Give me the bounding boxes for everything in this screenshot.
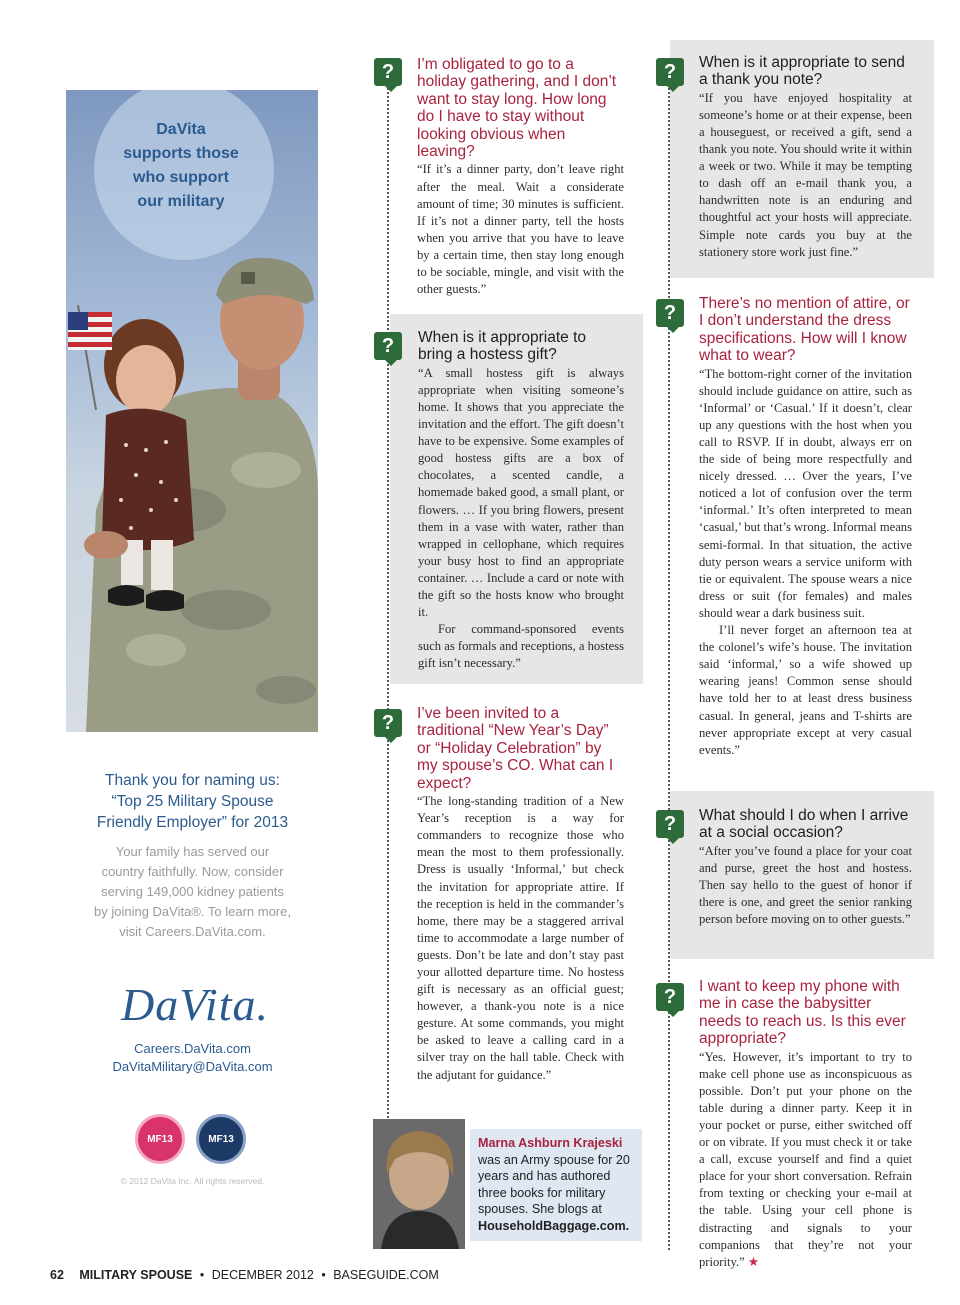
qa-item [390, 314, 643, 684]
qa-item [417, 56, 624, 298]
qa-item [699, 978, 912, 1271]
answer-paragraph [699, 1049, 912, 1271]
answer-text [699, 366, 912, 759]
answer-paragraph: “A small hostess gift is always appropriate when visiting someone’s home. It shows that you appreciate the invitation and the effort. The gift doesn’t have to be expensive. Some examples of good hostess gifts are a box of chocolates, a scented candle, a homemade baked good, a small plant, or flowers. … If you bring flowers, present them in a vase with water, rather than wrapped in cellophane, which requires your busy host to find an appropriate container. … Include a card or note with the gift so the hosts know who brought it. [418, 365, 624, 620]
tagline-line: who support [133, 169, 229, 186]
question-text: What should I do when I arrive at a social occasion? [699, 807, 909, 842]
badge-label: MF13 [147, 1133, 173, 1145]
answer-text [418, 365, 624, 673]
qa-item [699, 295, 912, 759]
question-icon: ? [656, 983, 684, 1011]
question-text: When is it appropriate to bring a hostess gift? [418, 329, 587, 364]
question-text: When is it appropriate to send a thank you note? [699, 54, 905, 89]
author-blog-link[interactable]: HouseholdBaggage.com. [478, 1218, 630, 1233]
question-text: I’ve been invited to a traditional “New Year’s Day” or “Holiday Celebration” by my spouse’s CO. What can I expect? [417, 705, 614, 792]
answer-paragraph: “The long-standing tradition of a New Year’s reception is a way for commanders to recognize those who mean the most to them professionally. Dress is usually ‘Informal,’ but check the invitation for appropriate attire. If the reception is held in the commander’s home, there may be a staggered arrival time to accommodate a large number of guests. Don’t be late and don’t stay past your allotted departure time. No hostess gift is necessary as an official guest; however, a thank-you note is a nice gesture. At some commands, you might be asked to leave a calling card in a silver tray on the hall table. Check with the adjutant for guidance.” [417, 794, 624, 1082]
ad-body-line: Your family has served our [115, 844, 270, 859]
question-icon: ? [656, 299, 684, 327]
answer-paragraph: “If it’s a dinner party, don’t leave right after the meal. Wait a considerate amount of time; 30 minutes is sufficient. If it’s not a dinner party, tell the hosts when you arrive that you have to leave by a certain time, then stay long enough to be sociable, mingle, and visit with the other guests.” [417, 162, 624, 297]
answer-text [699, 1049, 912, 1271]
ad-body [80, 842, 305, 942]
tagline-line: supports those [123, 145, 239, 162]
question-text: There’s no mention of attire, or I don’t understand the dress specifications. How will I know what to wear? [699, 295, 910, 365]
qa-item [670, 40, 934, 278]
issue-date: DECEMBER 2012 [211, 1268, 314, 1282]
email-link[interactable]: DaVitaMilitary@DaVita.com [112, 1059, 273, 1074]
author-bio [470, 1129, 642, 1241]
question-icon: ? [374, 332, 402, 360]
end-star-icon: ★ [747, 1254, 760, 1269]
question-text: I’m obligated to go to a holiday gathering, and I don’t want to stay long. How long do I have to stay without looking obvious when leaving? [417, 56, 617, 161]
ad-body-line: by joining DaVita®. To learn more, [94, 904, 291, 919]
davita-logo: DaVita. [121, 979, 269, 1030]
magazine-name: MILITARY SPOUSE [79, 1268, 193, 1282]
badge-label: MF13 [208, 1133, 234, 1145]
page-number: 62 [50, 1268, 64, 1282]
author-description: was an Army spouse for 20 years and has authored three books for military spouses. She blogs at [478, 1152, 630, 1216]
question-icon: ? [374, 58, 402, 86]
thanks-line: Friendly Employer” for 2013 [96, 814, 289, 831]
answer-text [699, 843, 912, 928]
qa-item [417, 705, 624, 1084]
thanks-line: “Top 25 Military Spouse [111, 793, 274, 810]
author-photo [373, 1119, 465, 1249]
column-divider [387, 88, 389, 1118]
question-text: I want to keep my phone with me in case the babysitter needs to reach us. Is this ever appropriate? [699, 978, 906, 1048]
answer-paragraph: “The bottom-right corner of the invitation should include guidance on attire, such as ‘Informal’ or ‘Casual.’ If it doesn’t, clear up any questions with the host when you call to RSVP. If in doubt, always err on the side of being more respectfully and nicely dressed. … Over the years, I’ve noticed a lot of confusion over the term ‘informal.’ It’s often interpreted to mean ‘casual,’ but that’s wrong. Informal means semi-formal. In that situation, the active duty person wears a service uniform with tie or equivalent. The spouse wears a nice dress or suit (for females) and males should wear a dark business suit. [699, 366, 912, 620]
ad-tagline [96, 118, 266, 214]
page-footer [50, 1268, 439, 1282]
military-friendly-badge [135, 1114, 185, 1164]
ad-thanks [80, 770, 305, 833]
ad-contact [80, 1040, 305, 1076]
ad-body-line: serving 149,000 kidney patients [101, 884, 284, 899]
answer-text [699, 90, 912, 261]
question-icon: ? [656, 58, 684, 86]
tagline-line: DaVita [156, 121, 206, 138]
question-icon: ? [656, 810, 684, 838]
answer-paragraph: For command-sponsored events such as formals and receptions, a hostess gift isn’t necessary.” [418, 622, 624, 671]
footer-separator: • [199, 1268, 205, 1282]
answer-paragraph: “After you’ve found a place for your coat and purse, greet the host and hostess. Then say hello to the guest of honor if there is one, and greet the senior ranking person before moving on to other guests.” [699, 843, 912, 927]
website[interactable]: BASEGUIDE.COM [333, 1268, 439, 1282]
military-friendly-badge [196, 1114, 246, 1164]
thanks-line: Thank you for naming us: [105, 772, 280, 789]
question-icon: ? [374, 709, 402, 737]
author-portrait [373, 1119, 465, 1249]
answer-text [417, 161, 624, 298]
answer-paragraph: I’ll never forget an afternoon tea at the colonel’s wife’s house. The invitation said ‘informal,’ so a wife showed up wearing jeans! Common sense should have told her to at least dress business casual. In general, jeans and T-shirts are never appropriate except at very casual events.” [699, 623, 912, 757]
answer-paragraph: “If you have enjoyed hospitality at someone’s home or at their expense, been a houseguest, or received a gift, send a thank you note. You should write it within a week or two. While it may be tempting to dash off an e-mail thank you, a handwritten note is an enduring and thoughtful act your hosts will appreciate. Simple note cards you buy at the stationery store work just fine.” [699, 90, 912, 259]
careers-link[interactable]: Careers.DaVita.com [134, 1041, 251, 1056]
qa-item [670, 791, 934, 959]
ad-photo [66, 90, 318, 732]
answer-text [417, 793, 624, 1084]
ad-copyright: © 2012 DaVita Inc. All rights reserved. [120, 1176, 265, 1186]
ad-body-line: visit Careers.DaVita.com. [119, 924, 266, 939]
ad-body-line: country faithfully. Now, consider [101, 864, 284, 879]
tagline-line: our military [137, 193, 225, 210]
author-name: Marna Ashburn Krajeski [478, 1136, 623, 1150]
footer-separator: • [321, 1268, 326, 1282]
answer-run: “Yes. However, it’s important to try to make cell phone use as inconspicuous as possible. Don’t put your phone on the table during a dinner party. Keep it in your pocket or purse, either switched off or on vibrate. If you must check it or take a call, excuse yourself and find a quiet place for your short conversation. Refrain from texting or checking your e-mail at the table. Using your cell phone is distracting and signals to your companions that they’re not your priority.” [699, 1049, 912, 1269]
